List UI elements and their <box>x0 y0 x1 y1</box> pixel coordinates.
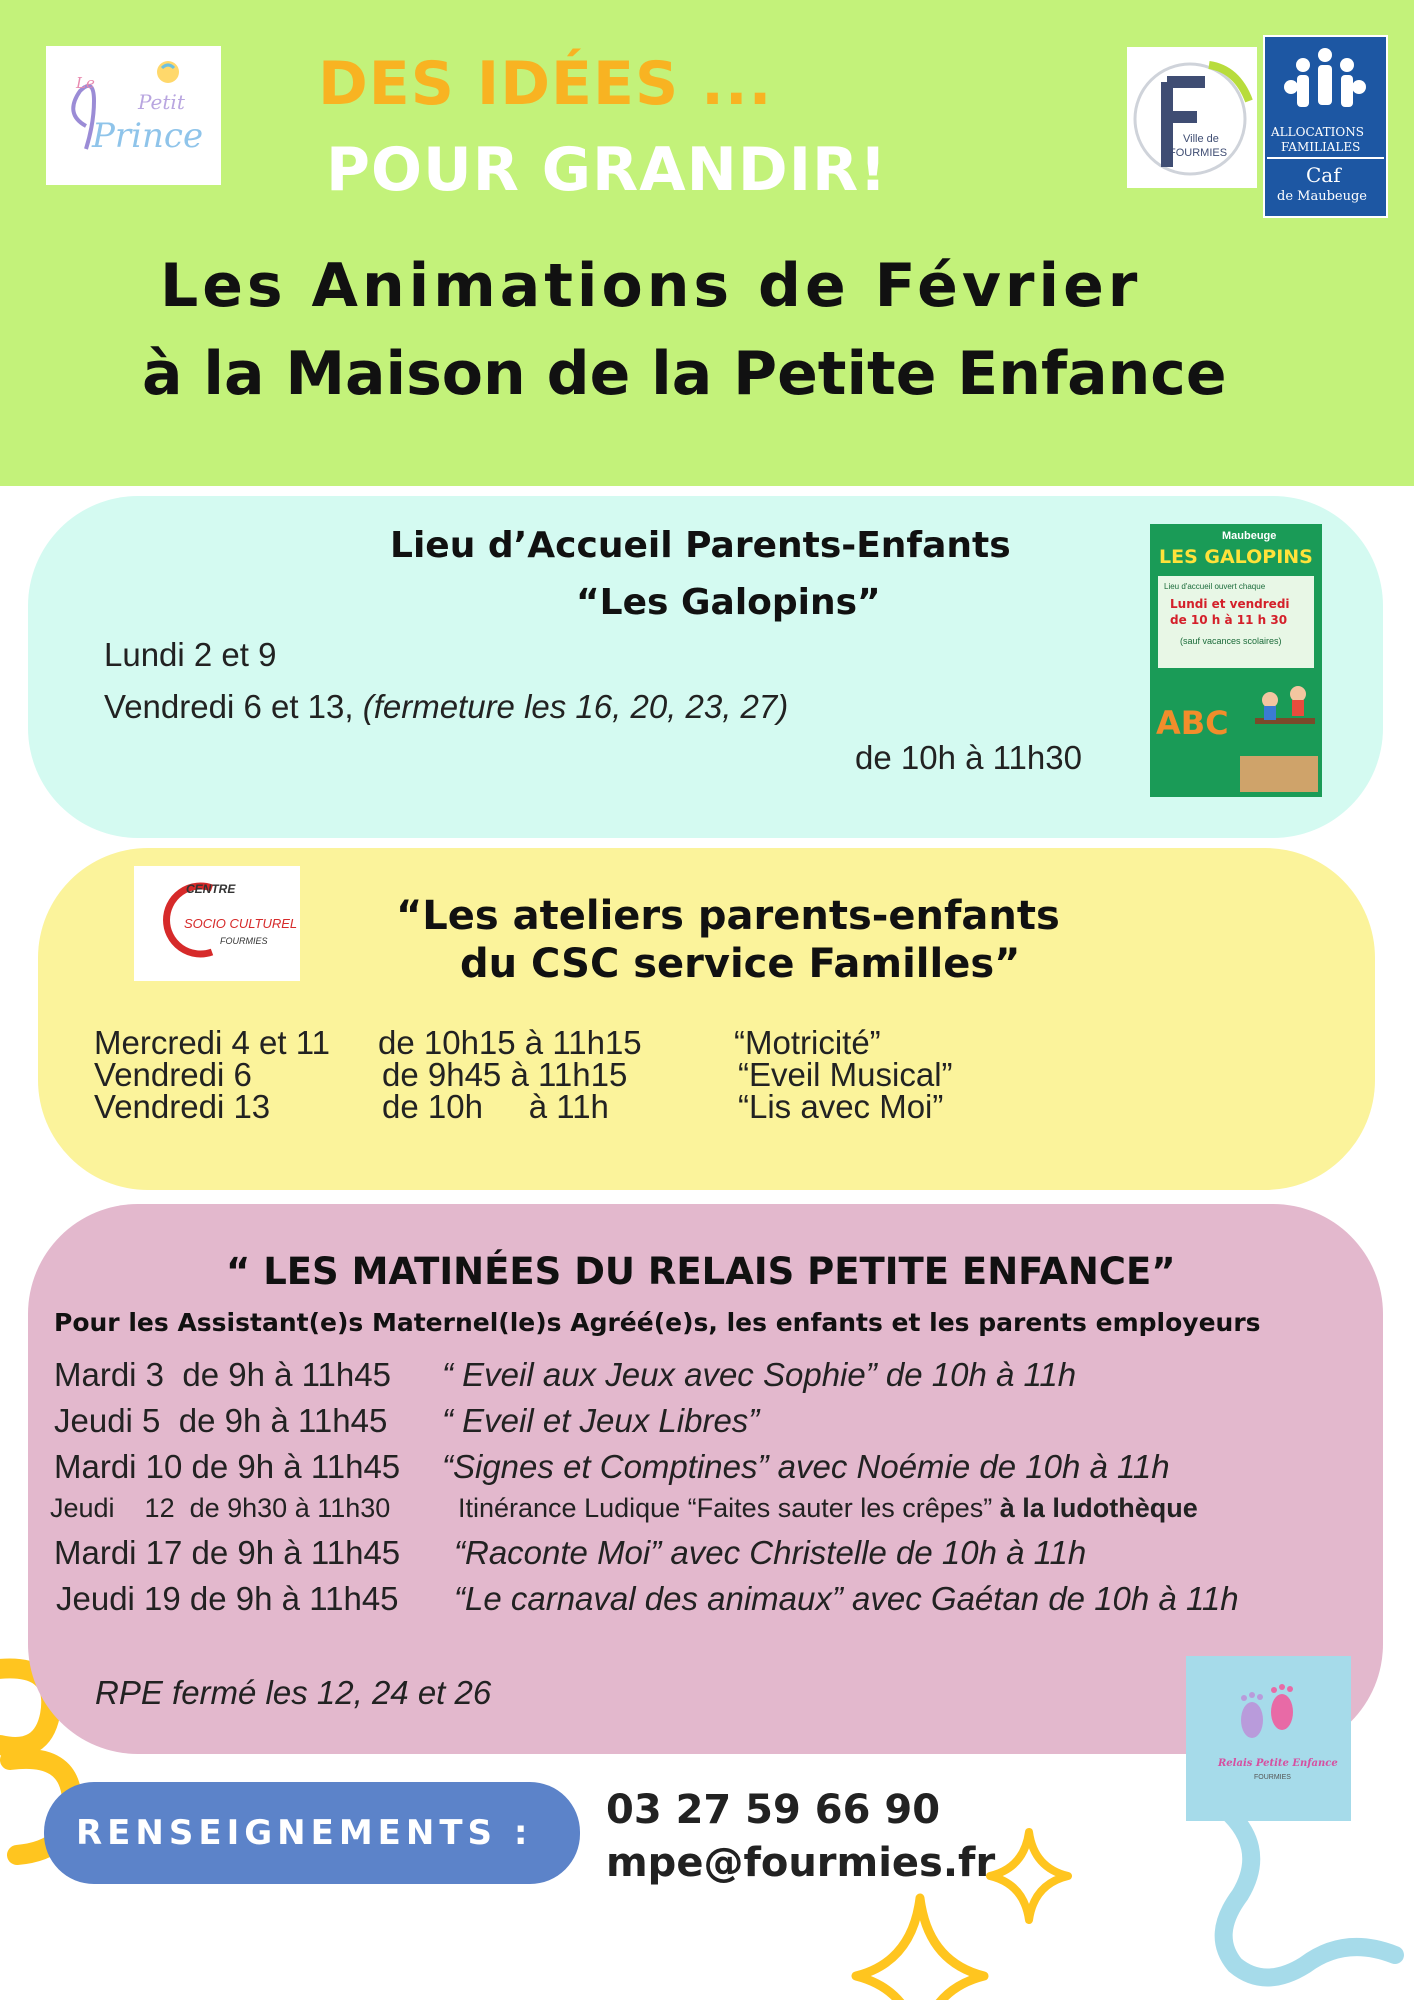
poster-children-illustration <box>1250 680 1320 740</box>
caf-line3: Caf <box>1306 163 1341 187</box>
galopins-title-line1: Lieu d’Accueil Parents-Enfants <box>390 525 1011 566</box>
caf-line1: ALLOCATIONS <box>1271 125 1364 139</box>
relais-row-4-activity-main: Itinérance Ludique “Faites sauter les crêpes” <box>458 1493 1000 1523</box>
contact-phone[interactable]: 03 27 59 66 90 <box>606 1787 941 1833</box>
galopins-title-line2: “Les Galopins” <box>576 582 881 623</box>
relais-row-2-activity: “ Eveil et Jeux Libres” <box>442 1402 760 1439</box>
petit-prince-word2: Prince <box>92 116 204 156</box>
ateliers-row-1-time: de 10h15 à 11h15 <box>378 1024 642 1061</box>
poster-text1: Lieu d'accueil ouvert chaque <box>1164 582 1266 591</box>
baby-feet-icon <box>1230 1682 1310 1742</box>
main-title-line2: à la Maison de la Petite Enfance <box>142 339 1227 409</box>
relais-row-6-day: Jeudi 19 de 9h à 11h45 <box>56 1580 399 1617</box>
ateliers-row-1-activity: “Motricité” <box>734 1024 881 1061</box>
poster-title: LES GALOPINS <box>1159 546 1313 568</box>
ateliers-row-3-activity: “Lis avec Moi” <box>738 1088 944 1125</box>
ville-fourmies-logo-graphic <box>1127 47 1257 188</box>
ville-line2: FOURMIES <box>1169 147 1228 159</box>
csc-line2: SOCIO CULTUREL <box>184 916 298 931</box>
relais-row-4-day: Jeudi 12 de 9h30 à 11h30 <box>50 1493 391 1523</box>
ateliers-row-1-day: Mercredi 4 et 11 <box>94 1024 330 1061</box>
galopins-line2 <box>104 690 788 723</box>
relais-row-2-day: Jeudi 5 de 9h à 11h45 <box>54 1402 388 1439</box>
ateliers-row-2-activity: “Eveil Musical” <box>738 1056 953 1093</box>
ateliers-title-line1: “Les ateliers parents-enfants <box>396 893 1060 939</box>
relais-row-3-day: Mardi 10 de 9h à 11h45 <box>54 1448 401 1485</box>
tagline-line1: DES IDÉES ... <box>318 49 773 119</box>
poster-text4: (sauf vacances scolaires) <box>1180 636 1282 646</box>
small-star-decoration <box>984 1826 1074 1926</box>
relais-row-3-activity: “Signes et Comptines” avec Noémie de 10h à 11h <box>442 1448 1170 1485</box>
caf-people-icon <box>1265 43 1386 123</box>
galopins-poster <box>1150 524 1322 797</box>
caf-line2: FAMILIALES <box>1281 140 1361 154</box>
ville-fourmies-logo <box>1127 47 1257 188</box>
csc-line3: FOURMIES <box>220 936 268 946</box>
ville-line1: Ville de <box>1183 133 1219 145</box>
contact-email[interactable]: mpe@fourmies.fr <box>606 1840 996 1886</box>
rpe-logo <box>1186 1656 1351 1821</box>
caf-logo <box>1263 35 1388 218</box>
relais-title: “ LES MATINÉES DU RELAIS PETITE ENFANCE” <box>226 1250 1176 1293</box>
relais-row-1-activity: “ Eveil aux Jeux avec Sophie” de 10h à 11h <box>442 1356 1077 1393</box>
large-star-decoration <box>850 1892 990 2000</box>
ateliers-row-2-time: de 9h45 à 11h15 <box>382 1056 628 1093</box>
poster-letters: ABC <box>1156 704 1229 742</box>
main-title-line1: Les Animations de Février <box>160 251 1142 321</box>
rpe-logo-line2: FOURMIES <box>1254 1774 1291 1781</box>
galopins-closures: (fermeture les 16, 20, 23, 27) <box>362 688 789 725</box>
ateliers-row-3-day: Vendredi 13 <box>94 1088 271 1125</box>
tagline-line2: POUR GRANDIR! <box>326 135 888 205</box>
renseignements-label: RENSEIGNEMENTS : <box>76 1813 533 1853</box>
galopins-hours: de 10h à 11h30 <box>855 739 1082 776</box>
caf-line4: de Maubeuge <box>1277 189 1367 204</box>
ateliers-row-3-time: de 10h à 11h <box>382 1088 609 1125</box>
relais-row-5-day: Mardi 17 de 9h à 11h45 <box>54 1534 401 1571</box>
ateliers-row-2-day: Vendredi 6 <box>94 1056 252 1093</box>
relais-row-4-activity-bold: à la ludothèque <box>999 1493 1198 1523</box>
galopins-line2-main: Vendredi 6 et 13, <box>104 688 363 725</box>
relais-row-5-activity: “Raconte Moi” avec Christelle de 10h à 11h <box>454 1534 1087 1571</box>
poster-brand: Maubeuge <box>1222 530 1277 542</box>
galopins-line1: Lundi 2 et 9 <box>104 636 277 673</box>
csc-logo <box>134 866 300 981</box>
petit-prince-logo <box>46 46 221 185</box>
relais-row-4-activity <box>458 1495 1198 1522</box>
csc-line1: CENTRE <box>186 882 236 896</box>
petit-prince-word1: Petit <box>138 90 185 114</box>
relais-row-6-activity: “Le carnaval des animaux” avec Gaétan de 10h à 11h <box>454 1580 1239 1617</box>
blue-spiral-decoration <box>1150 1810 1410 2000</box>
poster-text2: Lundi et vendredi <box>1170 597 1290 611</box>
relais-subtitle: Pour les Assistant(e)s Maternel(le)s Agréé(e)s, les enfants et les parents employeurs <box>54 1308 1261 1337</box>
poster-text3: de 10 h à 11 h 30 <box>1170 613 1288 627</box>
relais-row-1-day: Mardi 3 de 9h à 11h45 <box>54 1356 391 1393</box>
ateliers-title-line2: du CSC service Familles” <box>460 941 1021 987</box>
header-banner <box>0 0 1414 486</box>
petit-prince-small: Le <box>76 74 95 92</box>
relais-closed-note: RPE fermé les 12, 24 et 26 <box>95 1674 492 1711</box>
rpe-logo-line1: Relais Petite Enfance <box>1218 1758 1338 1769</box>
